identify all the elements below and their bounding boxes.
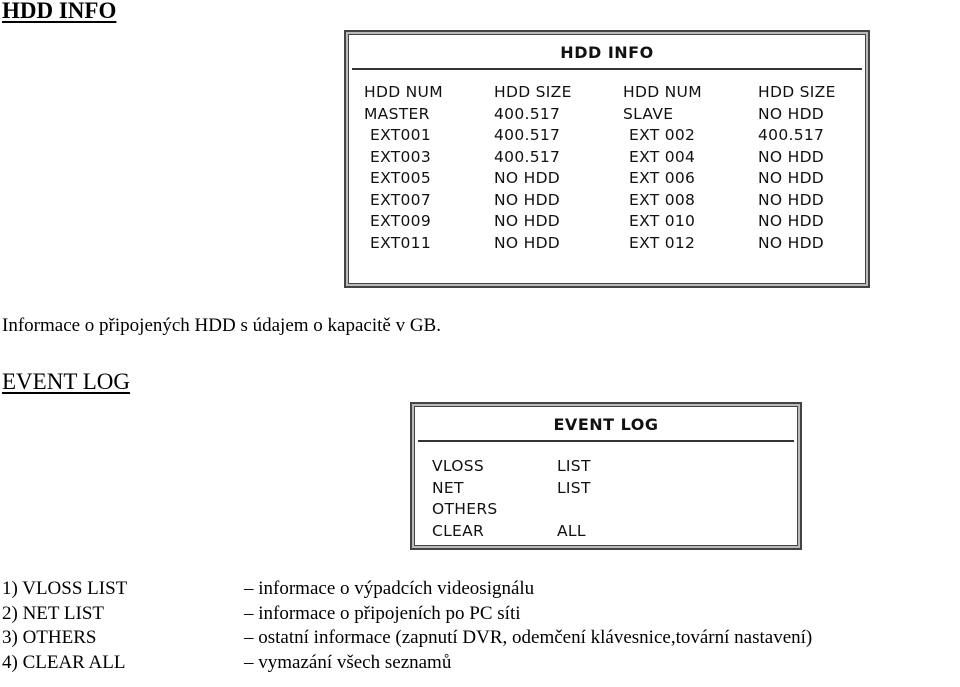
hdd-info-caption: Informace o připojených HDD s údajem o kapacitě v GB. xyxy=(2,315,441,336)
event-log-row xyxy=(432,499,591,521)
hdd-table-cell: SLAVE xyxy=(623,104,674,123)
event-log-row xyxy=(432,521,591,543)
event-log-item: CLEAR xyxy=(432,521,485,540)
event-log-option xyxy=(557,499,591,521)
event-log-row xyxy=(432,478,591,500)
hdd-table-cell: EXT009 xyxy=(370,212,431,230)
hdd-table-cell: NO HDD xyxy=(758,190,825,209)
legend-term: 1) VLOSS LIST xyxy=(2,578,128,599)
event-log-heading: EVENT LOG xyxy=(2,369,130,394)
event-log-option: ALL xyxy=(557,521,586,540)
header-hdd-num: HDD NUM xyxy=(364,83,443,101)
hdd-table-cell: NO HDD xyxy=(494,190,561,209)
hdd-table-header-row xyxy=(364,82,868,104)
event-log-item: VLOSS xyxy=(432,457,485,475)
legend-description: – vymazání všech seznamů xyxy=(244,651,452,673)
legend-description: – informace o výpadcích videosignálu xyxy=(244,578,535,599)
hdd-table-cell: EXT 010 xyxy=(629,212,696,230)
hdd-table-row xyxy=(364,233,868,255)
hdd-table-cell: NO HDD xyxy=(494,169,561,187)
hdd-table-cell: NO HDD xyxy=(494,233,561,252)
hdd-table-cell: 400.517 xyxy=(758,126,825,144)
legend-term: 4) CLEAR ALL xyxy=(2,651,126,673)
hdd-table-cell: EXT001 xyxy=(370,126,431,144)
hdd-table-cell: EXT 006 xyxy=(629,169,696,187)
hdd-table-row xyxy=(364,211,868,233)
hdd-info-heading: HDD INFO xyxy=(2,0,117,23)
hdd-table-cell: NO HDD xyxy=(758,104,825,123)
event-log-option: LIST xyxy=(557,457,591,475)
hdd-table-row xyxy=(364,147,868,169)
hdd-table-cell: EXT005 xyxy=(370,169,431,187)
hdd-table-cell: EXT 012 xyxy=(629,233,696,252)
hdd-table-row xyxy=(364,168,868,190)
hdd-table-cell: NO HDD xyxy=(758,233,825,252)
event-log-item: NET xyxy=(432,478,464,497)
legend-description: – ostatní informace (zapnutí DVR, odemčení klávesnice,tovární nastavení) xyxy=(244,627,813,648)
header-hdd-size-2: HDD SIZE xyxy=(758,83,836,101)
hdd-table-cell: EXT007 xyxy=(370,190,431,209)
hdd-table-cell: NO HDD xyxy=(758,147,825,166)
hdd-table-cell: NO HDD xyxy=(494,212,561,230)
legend-term: 2) NET LIST xyxy=(2,602,105,624)
legend-description: – informace o připojeních po PC síti xyxy=(244,602,521,624)
header-hdd-size: HDD SIZE xyxy=(494,83,572,101)
hdd-table-cell: EXT 002 xyxy=(629,126,696,144)
hdd-table-cell: EXT 008 xyxy=(629,190,696,209)
hdd-table-cell: MASTER xyxy=(364,104,430,123)
event-log-screen xyxy=(410,402,802,550)
event-log-row xyxy=(432,456,591,478)
hdd-table-cell: NO HDD xyxy=(758,212,825,230)
hdd-table-row xyxy=(364,190,868,212)
hdd-table-cell: EXT 004 xyxy=(629,147,696,166)
event-log-screen-title: EVENT LOG xyxy=(418,410,794,442)
hdd-table-cell: 400.517 xyxy=(494,147,561,166)
event-log-table xyxy=(432,456,591,542)
header-hdd-num-2: HDD NUM xyxy=(623,83,702,101)
hdd-table-cell: EXT003 xyxy=(370,147,431,166)
legend-term: 3) OTHERS xyxy=(2,627,97,648)
hdd-info-screen-title: HDD INFO xyxy=(352,38,862,70)
hdd-table-row xyxy=(364,125,868,147)
hdd-table-cell: NO HDD xyxy=(758,169,825,187)
hdd-info-table xyxy=(364,82,868,254)
event-log-item: OTHERS xyxy=(432,500,498,518)
hdd-table-row xyxy=(364,104,868,126)
event-log-option: LIST xyxy=(557,478,591,497)
hdd-table-cell: 400.517 xyxy=(494,126,561,144)
hdd-table-cell: EXT011 xyxy=(370,233,431,252)
hdd-info-screen xyxy=(344,30,870,288)
hdd-table-cell: 400.517 xyxy=(494,104,561,123)
